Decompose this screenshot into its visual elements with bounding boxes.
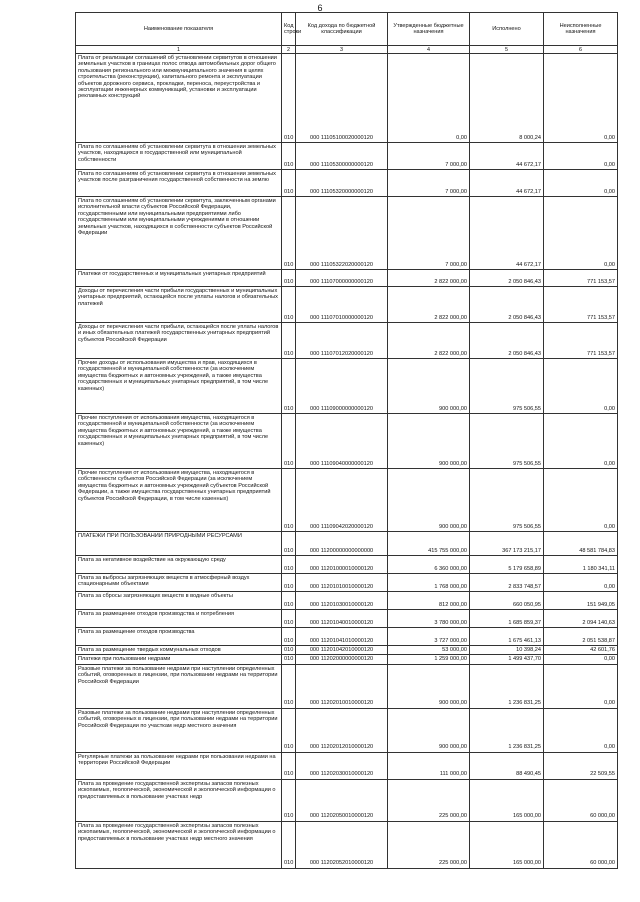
row-unexecuted-cell: 0,00 xyxy=(544,574,618,592)
row-executed-cell: 1 675 461,13 xyxy=(470,628,544,646)
row-name-cell: Плата за проведение государственной экспертизы запасов полезных ископаемых, геологической, экономической и экологической информации о предоставляемых в пользование участках недр xyxy=(76,779,282,821)
row-name-cell: Плата за проведение государственной экспертизы запасов полезных ископаемых, геологической, экономической и экологической информации о предоставляемых в пользование участках недр местного значения xyxy=(76,821,282,868)
row-approved-cell: 900 000,00 xyxy=(388,359,470,414)
table-row xyxy=(76,359,618,414)
row-kbk-cell: 000 11201030010000120 xyxy=(296,592,388,610)
row-unexecuted-cell: 0,00 xyxy=(544,197,618,270)
row-unexecuted-cell: 0,00 xyxy=(544,54,618,143)
column-number: 3 xyxy=(296,46,388,54)
table-row xyxy=(76,708,618,752)
column-number: 6 xyxy=(544,46,618,54)
row-executed-cell: 5 179 658,89 xyxy=(470,556,544,574)
row-unexecuted-cell: 771 153,57 xyxy=(544,270,618,287)
row-executed-cell: 2 833 748,57 xyxy=(470,574,544,592)
row-code-cell: 010 xyxy=(282,359,296,414)
column-number: 2 xyxy=(282,46,296,54)
row-name-cell: Плата за размещение отходов производства и потребления xyxy=(76,610,282,628)
row-executed-cell: 975 506,55 xyxy=(470,469,544,532)
row-unexecuted-cell: 60 000,00 xyxy=(544,821,618,868)
table-row xyxy=(76,414,618,469)
column-header-executed: Исполнено xyxy=(470,13,544,46)
row-code-cell: 010 xyxy=(282,197,296,270)
row-name-cell: Плата за размещение твердых коммунальных отходов xyxy=(76,646,282,655)
row-unexecuted-cell: 771 153,57 xyxy=(544,323,618,359)
row-kbk-cell: 000 11105320000000120 xyxy=(296,170,388,197)
row-kbk-cell: 000 11107000000000120 xyxy=(296,270,388,287)
table-row xyxy=(76,752,618,779)
row-unexecuted-cell: 0,00 xyxy=(544,143,618,170)
row-executed-cell: 1 236 831,25 xyxy=(470,664,544,708)
table-row xyxy=(76,574,618,592)
row-approved-cell: 7 000,00 xyxy=(388,197,470,270)
budget-revenue-table xyxy=(75,12,618,869)
row-approved-cell: 2 822 000,00 xyxy=(388,287,470,323)
row-executed-cell: 2 050 846,43 xyxy=(470,323,544,359)
table-row xyxy=(76,532,618,556)
row-code-cell: 010 xyxy=(282,664,296,708)
row-executed-cell: 660 050,95 xyxy=(470,592,544,610)
row-kbk-cell: 000 11202012010000120 xyxy=(296,708,388,752)
row-code-cell: 010 xyxy=(282,655,296,664)
row-unexecuted-cell: 60 000,00 xyxy=(544,779,618,821)
row-name-cell: Плата по соглашениям об установлении сервитута, заключенным органами исполнительной власти субъектов Российской Федерации, государственными или муниципальными предприятиями либо государственными или муниципальными учреждениями в отношении земельных участков, находящихся в собственности субъектов Российской Федерации xyxy=(76,197,282,270)
table-row xyxy=(76,646,618,655)
row-approved-cell: 3 727 000,00 xyxy=(388,628,470,646)
row-unexecuted-cell: 0,00 xyxy=(544,655,618,664)
row-code-cell: 010 xyxy=(282,270,296,287)
row-code-cell: 010 xyxy=(282,469,296,532)
table-row xyxy=(76,170,618,197)
row-approved-cell: 3 780 000,00 xyxy=(388,610,470,628)
row-kbk-cell: 000 11105100020000120 xyxy=(296,54,388,143)
table-row xyxy=(76,664,618,708)
row-name-cell: Разовые платежи за пользование недрами при наступлении определенных событий, оговоренных в лицензии, при пользовании недрами на территории Российской Федерации по участкам недр местного значения xyxy=(76,708,282,752)
row-name-cell: Регулярные платежи за пользование недрами при пользовании недрами на территории Российской Федерации xyxy=(76,752,282,779)
row-executed-cell: 44 672,17 xyxy=(470,170,544,197)
table-row xyxy=(76,610,618,628)
row-name-cell: Плата за сбросы загрязняющих веществ в водные объекты xyxy=(76,592,282,610)
row-name-cell: Прочие поступления от использования имущества, находящегося в государственной и муниципальной собственности (за исключением имущества бюджетных и автономных учреждений, а также имущества государственных и муниципальных унитарных предприятий, в том числе казенных) xyxy=(76,414,282,469)
table-row xyxy=(76,197,618,270)
row-unexecuted-cell: 0,00 xyxy=(544,708,618,752)
row-executed-cell: 1 499 437,70 xyxy=(470,655,544,664)
row-code-cell: 010 xyxy=(282,610,296,628)
table-row xyxy=(76,323,618,359)
row-kbk-cell: 000 11105322020000120 xyxy=(296,197,388,270)
row-executed-cell: 1 685 859,37 xyxy=(470,610,544,628)
row-executed-cell: 165 000,00 xyxy=(470,779,544,821)
row-kbk-cell: 000 11201041010000120 xyxy=(296,628,388,646)
row-kbk-cell: 000 11109000000000120 xyxy=(296,359,388,414)
row-approved-cell: 900 000,00 xyxy=(388,414,470,469)
row-code-cell: 010 xyxy=(282,54,296,143)
row-kbk-cell: 000 11109040000000120 xyxy=(296,414,388,469)
column-header-code: Код строки xyxy=(282,13,296,46)
row-name-cell: Плата за выбросы загрязняющих веществ в атмосферный воздух стационарными объектами xyxy=(76,574,282,592)
table-row xyxy=(76,592,618,610)
row-kbk-cell: 000 11109042020000120 xyxy=(296,469,388,532)
row-approved-cell: 225 000,00 xyxy=(388,821,470,868)
row-unexecuted-cell: 0,00 xyxy=(544,170,618,197)
row-approved-cell: 7 000,00 xyxy=(388,170,470,197)
table-row xyxy=(76,628,618,646)
row-executed-cell: 44 672,17 xyxy=(470,143,544,170)
row-executed-cell: 975 506,55 xyxy=(470,414,544,469)
row-executed-cell: 975 506,55 xyxy=(470,359,544,414)
row-unexecuted-cell: 0,00 xyxy=(544,664,618,708)
table-row xyxy=(76,779,618,821)
row-code-cell: 010 xyxy=(282,708,296,752)
row-kbk-cell: 000 11202030010000120 xyxy=(296,752,388,779)
row-approved-cell: 53 000,00 xyxy=(388,646,470,655)
row-name-cell: Платежи при пользовании недрами xyxy=(76,655,282,664)
row-executed-cell: 10 398,24 xyxy=(470,646,544,655)
row-code-cell: 010 xyxy=(282,821,296,868)
row-executed-cell: 2 050 846,43 xyxy=(470,270,544,287)
row-unexecuted-cell: 22 509,55 xyxy=(544,752,618,779)
row-name-cell: Плата за негативное воздействие на окружающую среду xyxy=(76,556,282,574)
table-row xyxy=(76,270,618,287)
row-executed-cell: 2 050 846,43 xyxy=(470,287,544,323)
row-approved-cell: 2 822 000,00 xyxy=(388,270,470,287)
row-name-cell: Прочие поступления от использования имущества, находящегося в собственности субъектов Российской Федерации (за исключением имущества бюджетных и автономных учреждений субъектов Российской Федерации, а также имущества государственных унитарных предприятий субъектов Российской Федерации, в том числе казенных) xyxy=(76,469,282,532)
row-kbk-cell: 000 11202010010000120 xyxy=(296,664,388,708)
row-unexecuted-cell: 0,00 xyxy=(544,469,618,532)
page-number: 6 xyxy=(317,3,323,13)
row-name-cell: Доходы от перечисления части прибыли государственных и муниципальных унитарных предприятий, остающейся после уплаты налогов и обязательных платежей xyxy=(76,287,282,323)
row-name-cell: Платежи от государственных и муниципальных унитарных предприятий xyxy=(76,270,282,287)
row-approved-cell: 2 822 000,00 xyxy=(388,323,470,359)
row-executed-cell: 165 000,00 xyxy=(470,821,544,868)
row-kbk-cell: 000 11201010010000120 xyxy=(296,574,388,592)
column-header-approved: Утвержденные бюджетные назначения xyxy=(388,13,470,46)
row-code-cell: 010 xyxy=(282,574,296,592)
row-approved-cell: 900 000,00 xyxy=(388,664,470,708)
row-approved-cell: 6 360 000,00 xyxy=(388,556,470,574)
row-unexecuted-cell: 2 094 140,63 xyxy=(544,610,618,628)
table-row xyxy=(76,655,618,664)
row-kbk-cell: 000 11107010000000120 xyxy=(296,287,388,323)
row-code-cell: 010 xyxy=(282,646,296,655)
row-code-cell: 010 xyxy=(282,323,296,359)
row-code-cell: 010 xyxy=(282,143,296,170)
row-name-cell: Плата от реализации соглашений об установлении сервитутов в отношении земельных участков в границах полос отвода автомобильных дорог общего пользования регионального или межмуниципального значения в целях строительства (реконструкции), капитального ремонта и эксплуатации объектов дорожного сервиса, прокладки, переноса, переустройства и эксплуатации инженерных коммуникаций, установки и эксплуатации рекламных конструкций xyxy=(76,54,282,143)
table-row xyxy=(76,143,618,170)
row-approved-cell: 0,00 xyxy=(388,54,470,143)
table-header-row xyxy=(76,13,618,46)
table-row xyxy=(76,469,618,532)
row-name-cell: Доходы от перечисления части прибыли, остающейся после уплаты налогов и иных обязательных платежей государственных унитарных предприятий субъектов Российской Федерации xyxy=(76,323,282,359)
row-kbk-cell: 000 11201040010000120 xyxy=(296,610,388,628)
row-code-cell: 010 xyxy=(282,170,296,197)
row-kbk-cell: 000 11200000000000000 xyxy=(296,532,388,556)
row-approved-cell: 1 259 000,00 xyxy=(388,655,470,664)
column-number-row xyxy=(76,46,618,54)
row-code-cell: 010 xyxy=(282,628,296,646)
column-number: 4 xyxy=(388,46,470,54)
row-code-cell: 010 xyxy=(282,287,296,323)
row-code-cell: 010 xyxy=(282,779,296,821)
column-header-unexecuted: Неисполненные назначения xyxy=(544,13,618,46)
row-name-cell: Плата по соглашениям об установлении сервитута в отношении земельных участков после разграничения государственной собственности на землю xyxy=(76,170,282,197)
row-executed-cell: 8 000,24 xyxy=(470,54,544,143)
row-unexecuted-cell: 48 581 784,83 xyxy=(544,532,618,556)
row-kbk-cell: 000 11202000000000120 xyxy=(296,655,388,664)
table-row xyxy=(76,821,618,868)
row-name-cell: Прочие доходы от использования имущества и прав, находящихся в государственной и муниципальной собственности (за исключением имущества бюджетных и автономных учреждений, а также имущества государственных и муниципальных унитарных предприятий, в том числе казенных) xyxy=(76,359,282,414)
column-header-name: Наименование показателя xyxy=(76,13,282,46)
row-unexecuted-cell: 0,00 xyxy=(544,359,618,414)
row-kbk-cell: 000 11201000010000120 xyxy=(296,556,388,574)
row-name-cell: Плата за размещение отходов производства xyxy=(76,628,282,646)
row-name-cell: Плата по соглашениям об установлении сервитута в отношении земельных участков, находящихся в государственной или муниципальной собственности xyxy=(76,143,282,170)
row-kbk-cell: 000 11105300000000120 xyxy=(296,143,388,170)
row-approved-cell: 900 000,00 xyxy=(388,469,470,532)
row-kbk-cell: 000 11202050010000120 xyxy=(296,779,388,821)
row-approved-cell: 415 755 000,00 xyxy=(388,532,470,556)
row-executed-cell: 88 490,45 xyxy=(470,752,544,779)
row-name-cell: Разовые платежи за пользование недрами при наступлении определенных событий, оговоренных в лицензии, при пользовании недрами на территории Российской Федерации xyxy=(76,664,282,708)
row-kbk-cell: 000 11202052010000120 xyxy=(296,821,388,868)
row-approved-cell: 812 000,00 xyxy=(388,592,470,610)
row-code-cell: 010 xyxy=(282,556,296,574)
row-executed-cell: 1 236 831,25 xyxy=(470,708,544,752)
row-code-cell: 010 xyxy=(282,752,296,779)
row-approved-cell: 900 000,00 xyxy=(388,708,470,752)
row-approved-cell: 225 000,00 xyxy=(388,779,470,821)
row-approved-cell: 1 768 000,00 xyxy=(388,574,470,592)
row-unexecuted-cell: 42 601,76 xyxy=(544,646,618,655)
row-approved-cell: 111 000,00 xyxy=(388,752,470,779)
row-code-cell: 010 xyxy=(282,414,296,469)
row-unexecuted-cell: 771 153,57 xyxy=(544,287,618,323)
row-kbk-cell: 000 11107012020000120 xyxy=(296,323,388,359)
table-row xyxy=(76,54,618,143)
row-executed-cell: 367 173 215,17 xyxy=(470,532,544,556)
row-name-cell: ПЛАТЕЖИ ПРИ ПОЛЬЗОВАНИИ ПРИРОДНЫМИ РЕСУРСАМИ xyxy=(76,532,282,556)
row-unexecuted-cell: 2 051 538,87 xyxy=(544,628,618,646)
row-executed-cell: 44 672,17 xyxy=(470,197,544,270)
row-code-cell: 010 xyxy=(282,532,296,556)
table-body xyxy=(76,54,618,869)
column-number: 1 xyxy=(76,46,282,54)
row-unexecuted-cell: 1 180 341,11 xyxy=(544,556,618,574)
column-number: 5 xyxy=(470,46,544,54)
row-unexecuted-cell: 151 949,05 xyxy=(544,592,618,610)
row-approved-cell: 7 000,00 xyxy=(388,143,470,170)
table-row xyxy=(76,287,618,323)
row-unexecuted-cell: 0,00 xyxy=(544,414,618,469)
column-header-kbk: Код дохода по бюджетной классификации xyxy=(296,13,388,46)
row-code-cell: 010 xyxy=(282,592,296,610)
table-row xyxy=(76,556,618,574)
row-kbk-cell: 000 11201042010000120 xyxy=(296,646,388,655)
